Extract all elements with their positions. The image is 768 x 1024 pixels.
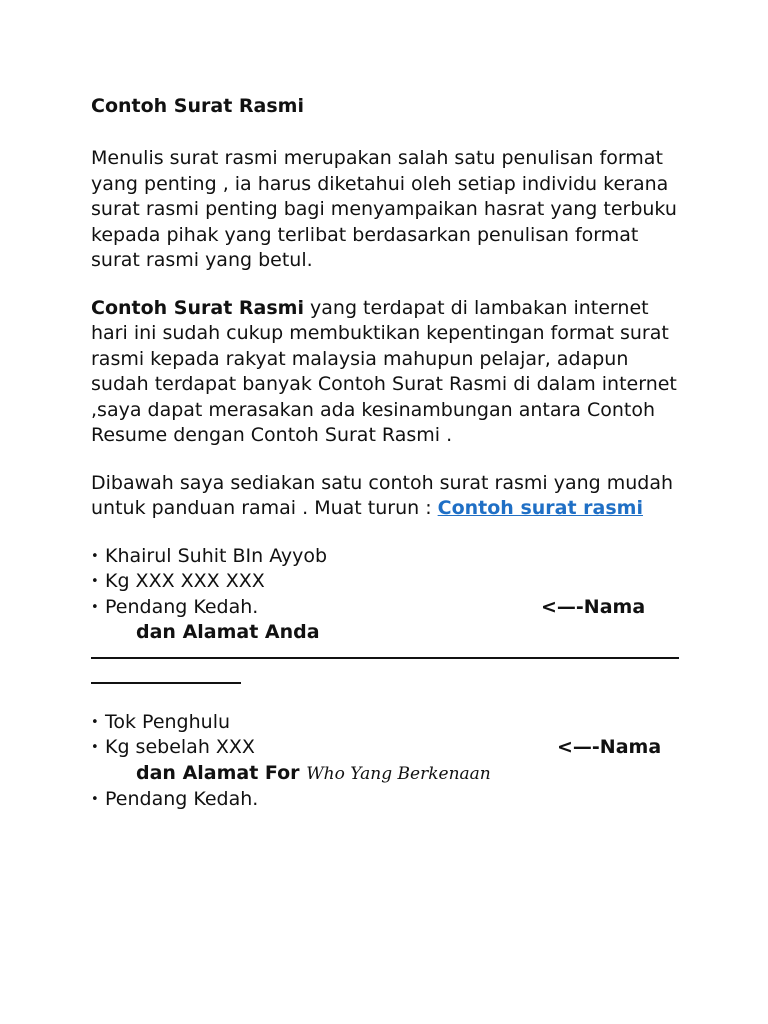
separator-line-short [91,682,241,684]
recipient-pointer-italic: Who Yang Berkenaan [306,763,491,784]
sender-kampung: Kg XXX XXX XXX [105,570,265,592]
intro-paragraph: Menulis surat rasmi merupakan salah satu penulisan format yang penting , ia harus diketahui oleh setiap individu kerana surat rasmi penting bagi menyampaikan hasrat yang terbuku kepada pihak yang terlibat berdasarkan penulisan format surat rasmi yang betul. [91,147,677,271]
list-item [91,710,691,736]
recipient-pointer-bold: dan Alamat For [136,761,300,784]
recipient-address-list [91,710,691,761]
sender-town: Pendang Kedah. [105,595,259,618]
bold-lead-text: Contoh Surat Rasmi [91,296,304,319]
bullet-icon: • [91,574,99,589]
bullet-icon: • [91,548,99,564]
recipient-kampung: Kg sebelah XXX [105,736,255,758]
recipient-name: Tok Penghulu [105,710,231,733]
list-item [91,544,691,570]
document-page [91,92,691,813]
download-paragraph-text: Dibawah saya sediakan satu contoh surat rasmi yang mudah untuk panduan ramai . Muat turun : [91,471,674,519]
recipient-address-list-tail [91,787,691,813]
bullet-icon: • [91,740,99,755]
list-item [91,787,691,813]
bullet-icon: • [91,599,99,615]
list-item [91,569,691,595]
list-item [91,595,691,621]
list-item [91,735,691,761]
sender-name: Khairul Suhit BIn Ayyob [105,544,328,567]
sender-pointer: <—-Nama [541,595,646,618]
sender-pointer-continuation: dan Alamat Anda [136,621,320,643]
recipient-town: Pendang Kedah. [105,788,259,810]
separator-line [91,657,679,659]
sender-address-list [91,544,691,621]
document-title: Contoh Surat Rasmi [91,95,304,117]
download-link[interactable]: Contoh surat rasmi [437,497,643,519]
second-paragraph-text: yang terdapat di lambakan internet hari ini sudah cukup membuktikan kepentingan format surat rasmi kepada rakyat malaysia mahupun pelajar, adapun sudah terdapat banyak Contoh Surat Rasmi di dalam internet ,saya dapat merasakan ada kesinambungan antara Contoh Resume dengan Contoh Surat Rasmi . [91,296,677,446]
bullet-icon: • [91,792,99,807]
bullet-icon: • [91,714,99,730]
recipient-pointer: <—-Nama [557,736,662,758]
download-paragraph [91,471,691,522]
second-paragraph [91,296,691,449]
recipient-pointer-continuation [91,761,691,788]
